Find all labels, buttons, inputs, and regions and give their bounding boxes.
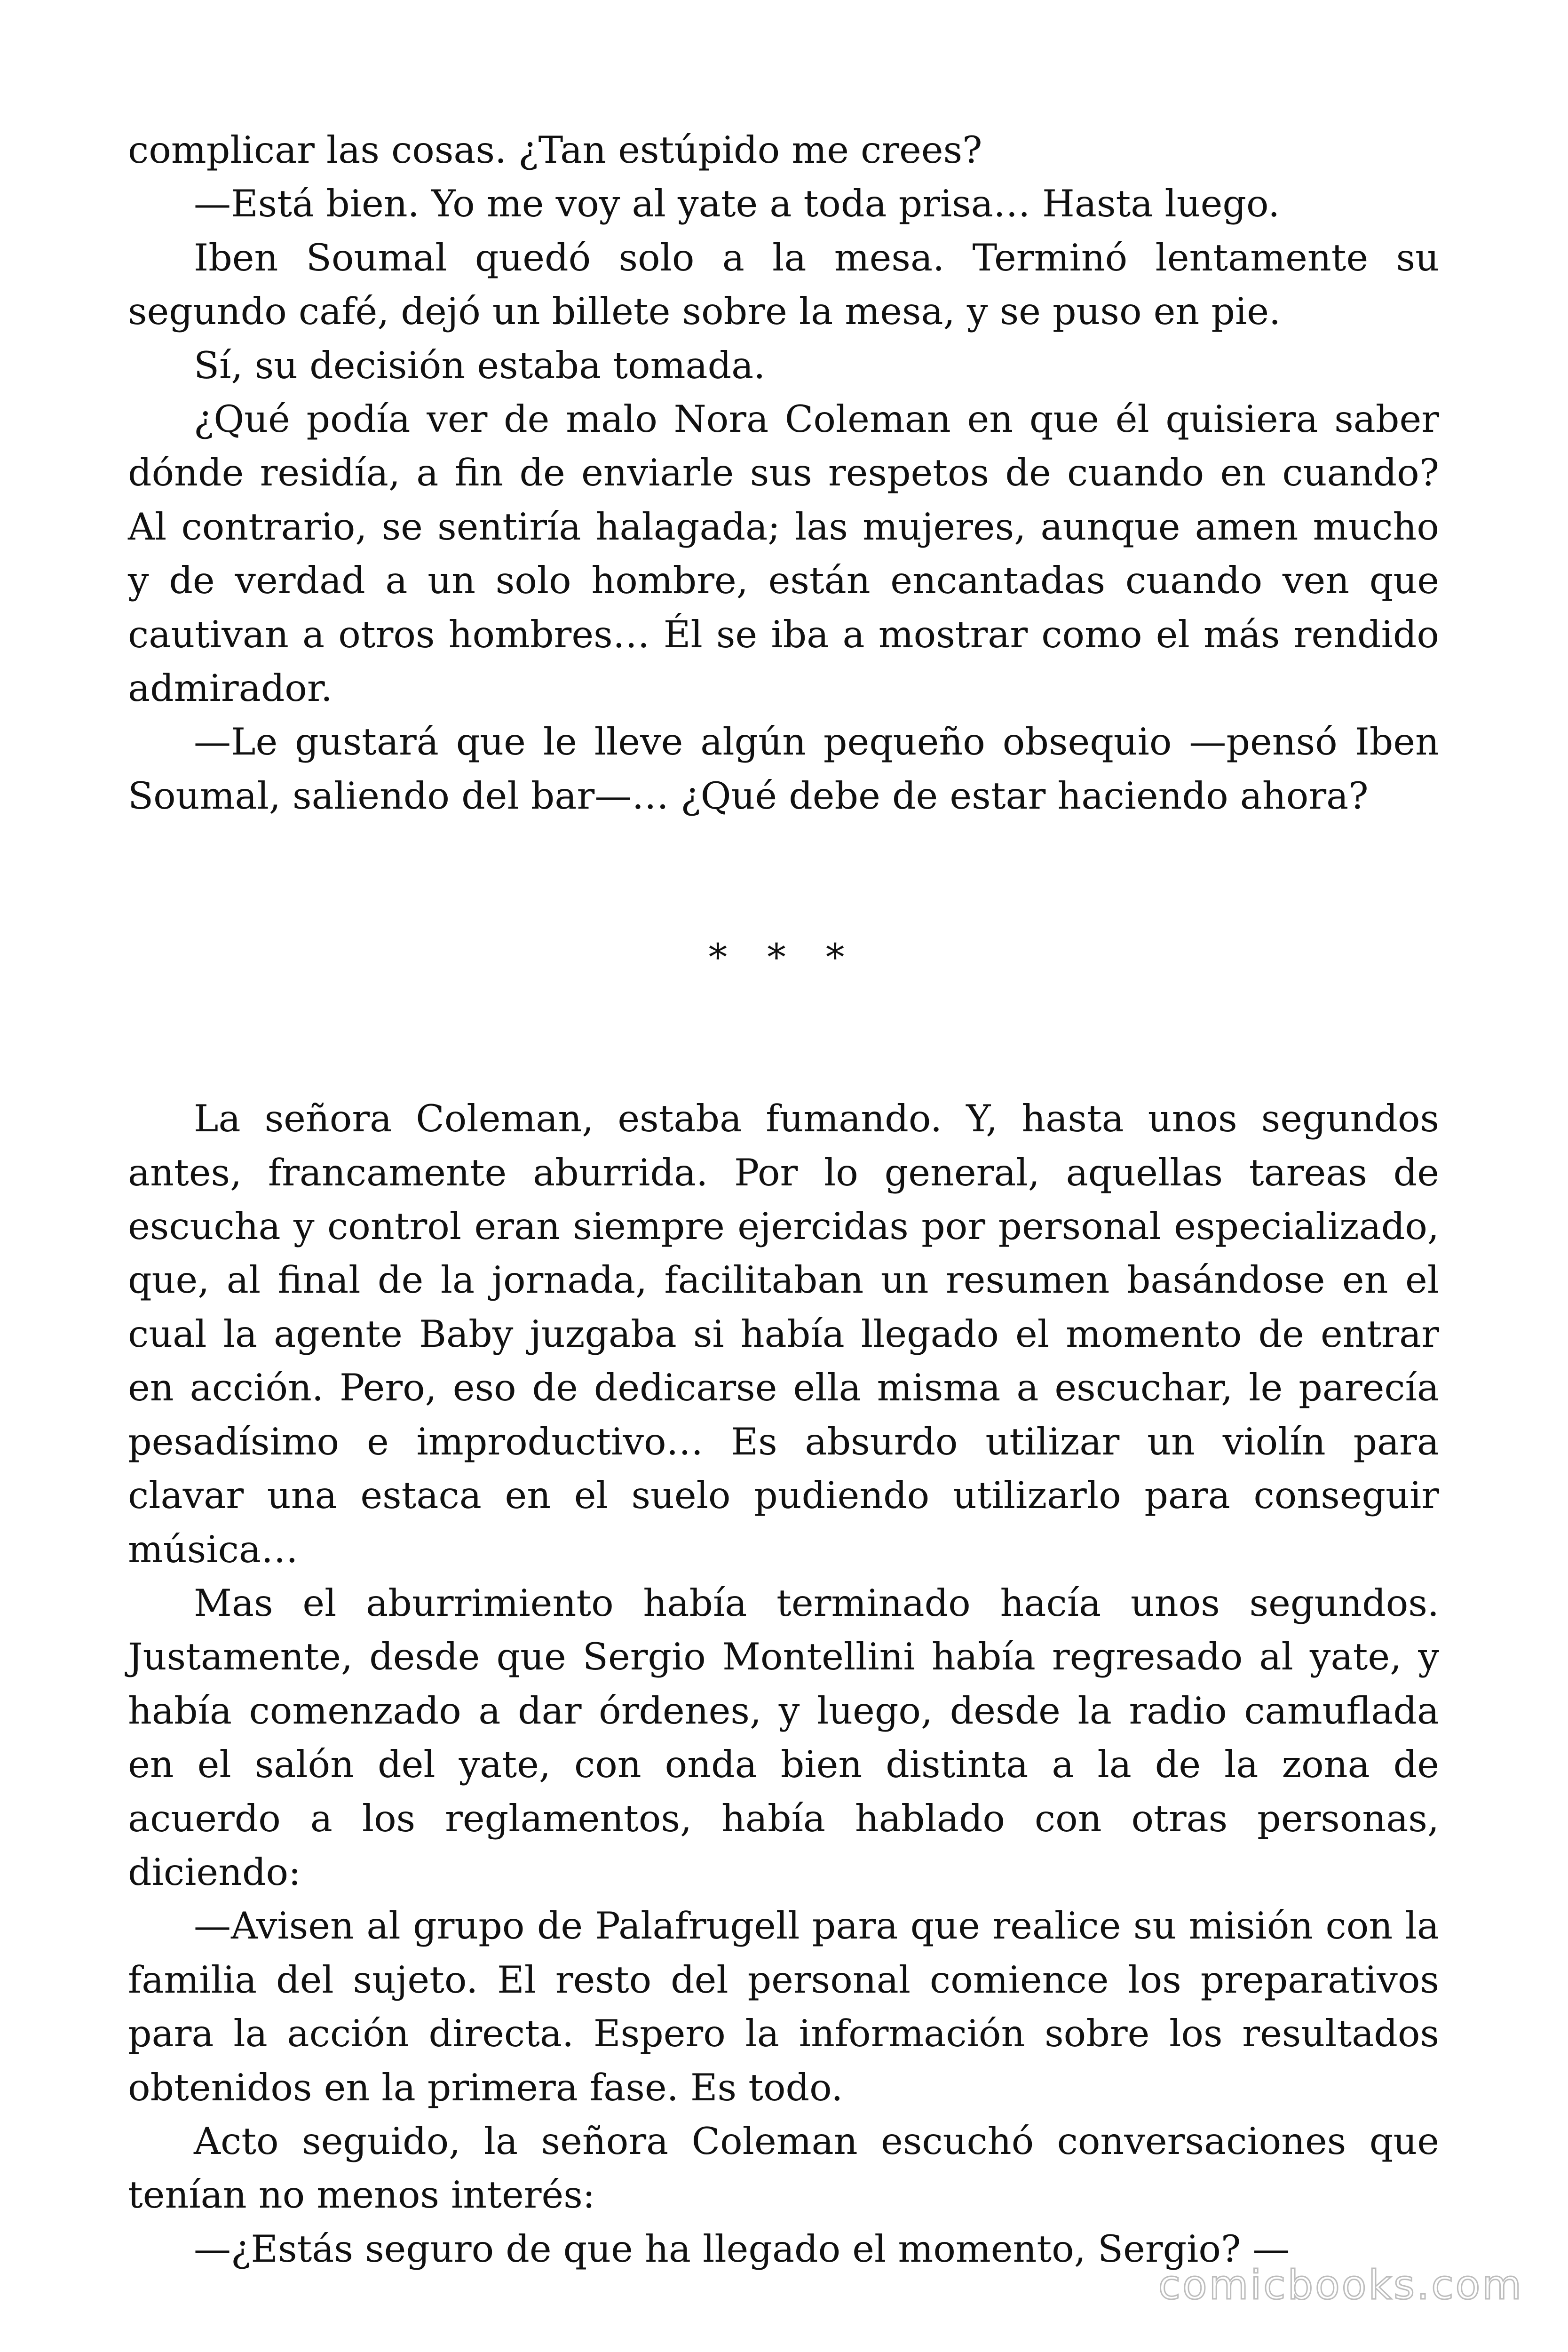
scene-break: * * * — [708, 936, 859, 979]
book-page — [128, 123, 1439, 2276]
paragraph: Sí, su decisión estaba tomada. — [194, 343, 766, 387]
paragraph: La señora Coleman, estaba fumando. Y, hasta unos segundos antes, francamente aburrida. Por lo general, aquellas tareas de escucha y control eran siempre ejercidas por personal especializado, que, al final de la jornada, facilitaban un resumen basándose en el cual la agente Baby juzgaba si había llegado el momento de entrar en acción. Pero, eso de dedicarse ella misma a escuchar, le parecía pesadísimo e improductivo… Es absurdo utilizar un violín para clavar una estaca en el suelo pudiendo utilizarlo para conseguir música… — [128, 1097, 1439, 1571]
paragraph-dialogue: —Está bien. Yo me voy al yate a toda prisa… Hasta luego. — [194, 182, 1280, 226]
paragraph-dialogue: —Avisen al grupo de Palafrugell para que realice su misión con la familia del sujeto. El resto del personal comience los preparativos para la acción directa. Espero la información sobre los resultados obtenidos en la primera fase. Es todo. — [128, 1904, 1439, 2109]
paragraph: Mas el aburrimiento había terminado hacía unos segundos. Justamente, desde que Sergio Montellini había regresado al yate, y había comenzado a dar órdenes, y luego, desde la radio camuflada en el salón del yate, con onda bien distinta a la de la zona de acuerdo a los reglamentos, había hablado con otras personas, diciendo: — [128, 1581, 1439, 1894]
watermark-logo: comicbooks.com — [1158, 2262, 1523, 2309]
paragraph: Acto seguido, la señora Coleman escuchó conversaciones que tenían no menos interés: — [128, 2119, 1439, 2217]
paragraph: Iben Soumal quedó solo a la mesa. Terminó lentamente su segundo café, dejó un billete sobre la mesa, y se puso en pie. — [128, 236, 1439, 334]
paragraph-dialogue: —Le gustará que le lleve algún pequeño obsequio —pensó Iben Soumal, saliendo del bar—… ¿Qué debe de estar haciendo ahora? — [128, 720, 1439, 818]
paragraph: ¿Qué podía ver de malo Nora Coleman en que él quisiera saber dónde residía, a fin de enviarle sus respetos de cuando en cuando? Al contrario, se sentiría halagada; las mujeres, aunque amen mucho y de verdad a un solo hombre, están encantadas cuando ven que cautivan a otros hombres… Él se iba a mostrar como el más rendido admirador. — [128, 397, 1439, 710]
paragraph-dialogue: —¿Estás seguro de que ha llegado el momento, Sergio? — — [194, 2227, 1290, 2271]
paragraph-continuation: complicar las cosas. ¿Tan estúpido me crees? — [128, 128, 982, 172]
